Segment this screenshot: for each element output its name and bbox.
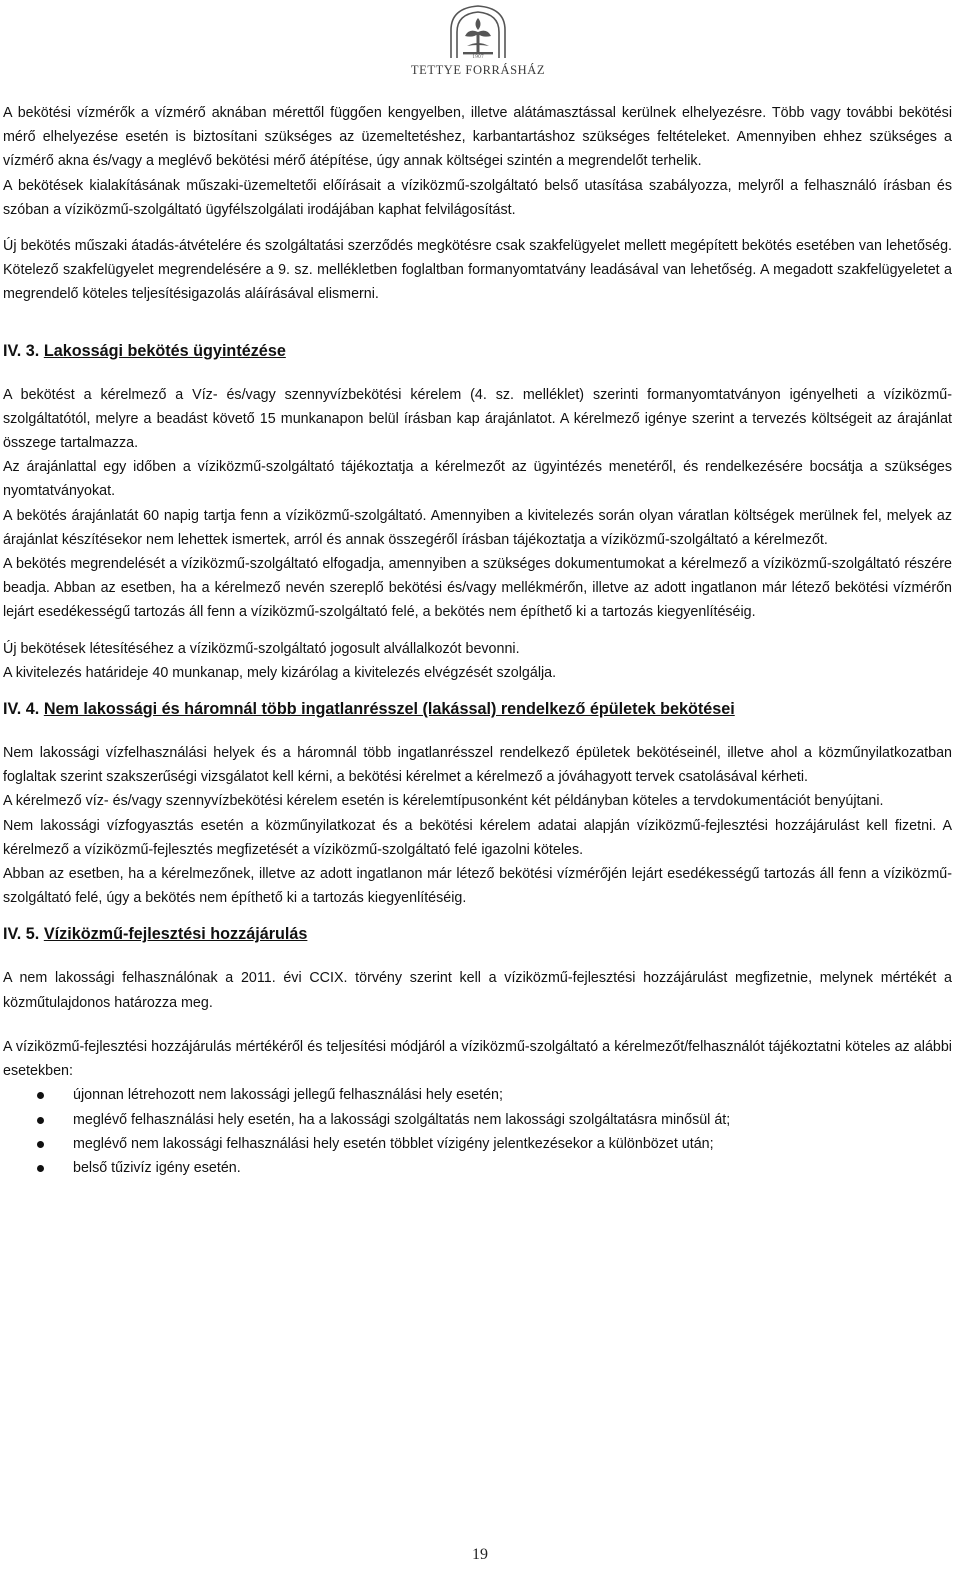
section-number: IV. 5. — [3, 925, 40, 944]
list-item — [3, 1156, 952, 1180]
section-number: IV. 3. — [3, 341, 40, 360]
list-item-text: meglévő nem lakossági felhasználási hely esetén többlet vízigény jelentkezésekor a különbözet után; — [73, 1135, 714, 1152]
paragraph: Abban az esetben, ha a kérelmezőnek, illetve az adott ingatlanon már létező bekötési vízmérőjén lejárt esedékességű tartozás áll fenn a víziközmű-szolgáltató felé, úgy a bekötés nem építhető ki a tartozás kiegyenlítéséig. — [3, 866, 952, 907]
paragraph: Nem lakossági vízfelhasználási helyek és a háromnál több ingatlanrésszel rendelkező épületek bekötéseinél, illetve ahol a közműnyilatkozatban foglaltak szerint szakszerűségi vizsgálatot kell kérni, a bekötési kérelmet a kérelmező a jóváhagyott tervek csatolásával kérheti. — [3, 745, 952, 786]
section-title: Nem lakossági és háromnál több ingatlanrésszel (lakással) rendelkező épületek bekötései — [43, 700, 735, 719]
section-heading-iv-4 — [3, 697, 952, 721]
section-number: IV. 4. — [3, 700, 40, 719]
section-heading-iv-3 — [3, 339, 952, 363]
list-item — [3, 1132, 952, 1156]
paragraph: A víziközmű-fejlesztési hozzájárulás mértékéről és teljesítési módjáról a víziközmű-szolgáltató a kérelmezőt/felhasználót tájékoztatni köteles az alábbi esetekben: — [3, 1038, 952, 1080]
paragraph: Az árajánlattal egy időben a víziközmű-szolgáltató tájékoztatja a kérelmezőt az ügyintézés menetéről, és rendelkezésére bocsátja a szükséges nyomtatványokat. — [3, 459, 952, 500]
paragraph: A bekötést a kérelmező a Víz- és/vagy szennyvízbekötési kérelem (4. sz. melléklet) szerinti formanyomtatványon igényelheti a víziközmű-szolgáltatótól, melyre a beadást követő 15 munkanapon belül írásban kap árajánlatot. A kérelmező igénye szerint a tervezés költségeit az árajánlat összege tartalmazza. — [3, 386, 952, 452]
bullet-icon — [37, 1092, 44, 1099]
paragraph: Nem lakossági vízfogyasztás esetén a közműnyilatkozat és a bekötési kérelem adatai alapján víziközmű-fejlesztési hozzájárulást kell fizetni. A kérelmező a víziközmű-fejlesztés megfizetését a víziközmű-szolgáltató felé igazolni köteles. — [3, 817, 952, 858]
page-number: 19 — [472, 1546, 488, 1563]
document-body — [3, 101, 952, 1180]
header-logo — [398, 2, 558, 80]
bullet-icon — [37, 1141, 44, 1148]
paragraph: A bekötések kialakításának műszaki-üzemeltetői előírásait a víziközmű-szolgáltató belső utasítása szabályozza, melyről a felhasználó írásban és szóban a víziközmű-szolgáltató ügyfélszolgálati irodájában kaphat felvilágosítást. — [3, 177, 952, 218]
bullet-icon — [37, 1117, 44, 1124]
paragraph: A kivitelezés határideje 40 munkanap, mely kizárólag a kivitelezés elvégzését szolgálja. — [3, 664, 557, 681]
paragraph: Új bekötések létesítéséhez a víziközmű-szolgáltató jogosult alvállalkozót bevonni. — [3, 640, 520, 657]
list-item — [3, 1108, 952, 1132]
section-heading-iv-5 — [3, 922, 952, 946]
paragraph: A bekötési vízmérők a vízmérő aknában mérettől függően kengyelben, illetve alátámasztással kerülnek elhelyezésre. Több vagy további bekötési mérő elhelyezése esetén is biztosítani szükséges az üzemeltetéshez, karbantartáshoz szükséges feltételeket. Amennyiben ehhez szükséges a vízmérő akna és/vagy a meglévő bekötési mérő átépítése, úgy annak költségei szintén a megrendelőt terhelik. — [3, 105, 952, 170]
paragraph: Új bekötés műszaki átadás-átvételére és szolgáltatási szerződés megkötésre csak szakfelügyelet mellett megépített bekötés esetében van lehetőség. Kötelező szakfelügyelet megrendelésére a 9. sz. mellékletben foglaltban formanyomtatvány leadásával van lehetőség. A megadott szakfelügyeletet a megrendelő köteles teljesítésigazolás aláírásával elismerni. — [3, 238, 952, 303]
logo-text: TETTYE FORRÁSHÁZ — [410, 63, 546, 77]
list-item — [3, 1083, 952, 1107]
section-title: Víziközmű-fejlesztési hozzájárulás — [43, 925, 308, 944]
tettye-forrashaz-ornament-icon — [447, 2, 509, 62]
bullet-icon — [37, 1165, 44, 1172]
svg-text:1907: 1907 — [472, 55, 484, 60]
paragraph: A bekötés megrendelését a víziközmű-szolgáltató elfogadja, amennyiben a szükséges dokumentumokat a kérelmező a víziközmű-szolgáltató részére beadja. Abban az esetben, ha a kérelmező nevén szereplő bekötési és/vagy mellékmérőn, illetve az adott ingatlanon már létező bekötési vízmérőn lejárt esedékességű tartozás áll fenn a víziközmű-szolgáltató felé, a bekötés nem építhető ki a tartozás kiegyenlítéséig. — [3, 556, 952, 621]
section-title: Lakossági bekötés ügyintézése — [43, 341, 286, 360]
paragraph: A nem lakossági felhasználónak a 2011. évi CCIX. törvény szerint kell a víziközmű-fejlesztési hozzájárulást megfizetnie, melynek mértékét a közműtulajdonos határozza meg. — [3, 970, 952, 1011]
bullet-list — [3, 1083, 952, 1180]
list-item-text: belső tűzivíz igény esetén. — [73, 1160, 241, 1177]
list-item-text: újonnan létrehozott nem lakossági jellegű felhasználási hely esetén; — [73, 1087, 503, 1104]
list-item-text: meglévő felhasználási hely esetén, ha a lakossági szolgáltatás nem lakossági szolgáltatásra minősül át; — [73, 1111, 731, 1128]
paragraph: A bekötés árajánlatát 60 napig tartja fenn a víziközmű-szolgáltató. Amennyiben a kivitelezés során olyan váratlan költségek merülnek fel, melyek az árajánlat készítésekor nem lehettek ismertek, arról és annak összegéről írásban tájékoztatja a víziközmű-szolgáltató a kérelmezőt. — [3, 507, 952, 548]
paragraph: A kérelmező víz- és/vagy szennyvízbekötési kérelem esetén is kérelemtípusonként két példányban köteles a tervdokumentációt benyújtani. — [3, 793, 884, 810]
